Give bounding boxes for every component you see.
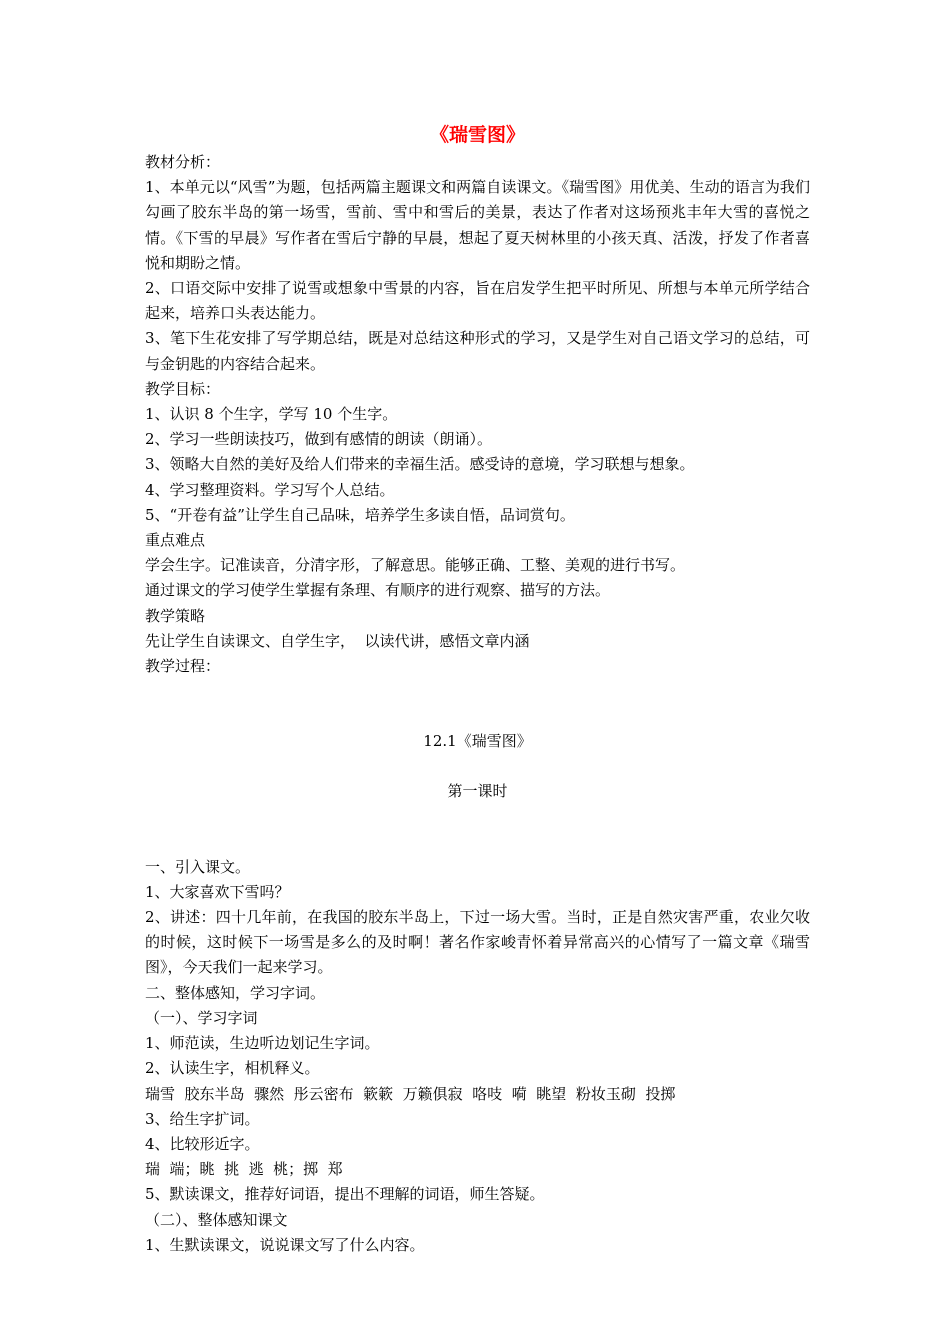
similar-characters-list: 瑞 端；眺 挑 逃 桃；掷 郑: [145, 1160, 343, 1179]
material-paragraph-2: 2、口语交际中安排了说雪或想象中雪景的内容，旨在启发学生把平时所见、所想与本单元所学结合起来，培养口头表达能力。: [145, 279, 810, 323]
lesson-title: 12.1《瑞雪图》: [423, 732, 532, 751]
document-page: [145, 120, 810, 1258]
strategy-text: 先让学生自读课文、自学生字， 以读代讲，感悟文章内涵: [145, 631, 530, 650]
part1-heading: 一、引入课文。: [145, 857, 251, 876]
lesson-period: 第一课时: [447, 782, 508, 801]
goal-item-2: 2、学习一些朗读技巧，做到有感情的朗读（朗诵）。: [145, 430, 493, 449]
vocabulary-list: 瑞雪 胶东半岛 骤然 彤云密布 簌簌 万籁俱寂 咯吱 嗬 眺望 粉妆玉砌 投掷: [145, 1084, 676, 1103]
part2-heading: 二、整体感知，学习字词。: [145, 983, 326, 1002]
part2-sub1-item-4: 4、比较形近字。: [145, 1134, 260, 1153]
section-heading-goals: 教学目标：: [145, 379, 221, 398]
spacer: [145, 805, 810, 855]
goal-item-4: 4、学习整理资料。学习写个人总结。: [145, 480, 395, 499]
part1-item-1: 1、大家喜欢下雪吗？: [145, 882, 290, 901]
part2-sub2-heading: （二）、整体感知课文: [145, 1210, 288, 1229]
section-heading-process: 教学过程：: [145, 657, 221, 676]
material-paragraph-1: 1、本单元以“风雪”为题，包括两篇主题课文和两篇自读课文。《瑞雪图》用优美、生动的语言为我们勾画了胶东半岛的第一场雪，雪前、雪中和雪后的美景，表达了作者对这场预兆丰年大雪的喜悦之情。《下雪的早晨》写作者在雪后宁静的早晨，想起了夏天树林里的小孩天真、活泼，抒发了作者喜悦和期盼之情。: [145, 178, 810, 272]
goal-item-3: 3、领略大自然的美好及给人们带来的幸福生活。感受诗的意境，学习联想与想象。: [145, 455, 695, 474]
key-point-1: 学会生字。记准读音，分清字形，了解意思。能够正确、工整、美观的进行书写。: [145, 556, 686, 575]
material-paragraph-3: 3、笔下生花安排了写学期总结，既是对总结这种形式的学习，又是学生对自己语文学习的总结，可与金钥匙的内容结合起来。: [145, 329, 810, 373]
key-point-2: 通过课文的学习使学生掌握有条理、有顺序的进行观察、描写的方法。: [145, 581, 611, 600]
part2-sub1-item-1: 1、师范读，生边听边划记生字词。: [145, 1034, 380, 1053]
section-heading-strategy: 教学策略: [145, 606, 206, 625]
part2-sub1-item-3: 3、给生字扩词。: [145, 1109, 260, 1128]
part2-sub1-item-5: 5、默读课文，推荐好词语，提出不理解的词语，师生答疑。: [145, 1185, 545, 1204]
part2-sub2-item-1: 1、生默读课文，说说课文写了什么内容。: [145, 1235, 425, 1254]
goal-item-1: 1、认识 8 个生字，学写 10 个生字。: [145, 405, 398, 424]
section-heading-key-points: 重点难点: [145, 531, 206, 550]
spacer: [145, 754, 810, 779]
spacer: [145, 679, 810, 729]
part2-sub1-item-2: 2、认读生字，相机释义。: [145, 1059, 320, 1078]
document-title: 《瑞雪图》: [429, 124, 525, 146]
section-heading-material: 教材分析：: [145, 153, 221, 171]
part1-item-2: 2、讲述：四十几年前，在我国的胶东半岛上，下过一场大雪。当时，正是自然灾害严重，农业欠收的时候，这时候下一场雪是多么的及时啊！著名作家峻青怀着异常高兴的心情写了一篇文章《瑞雪图》，今天我们一起来学习。: [145, 908, 810, 977]
part2-sub1-heading: （一）、学习字词: [145, 1008, 258, 1027]
goal-item-5: 5、“开卷有益”让学生自己品味，培养学生多读自悟，品词赏句。: [145, 505, 575, 524]
